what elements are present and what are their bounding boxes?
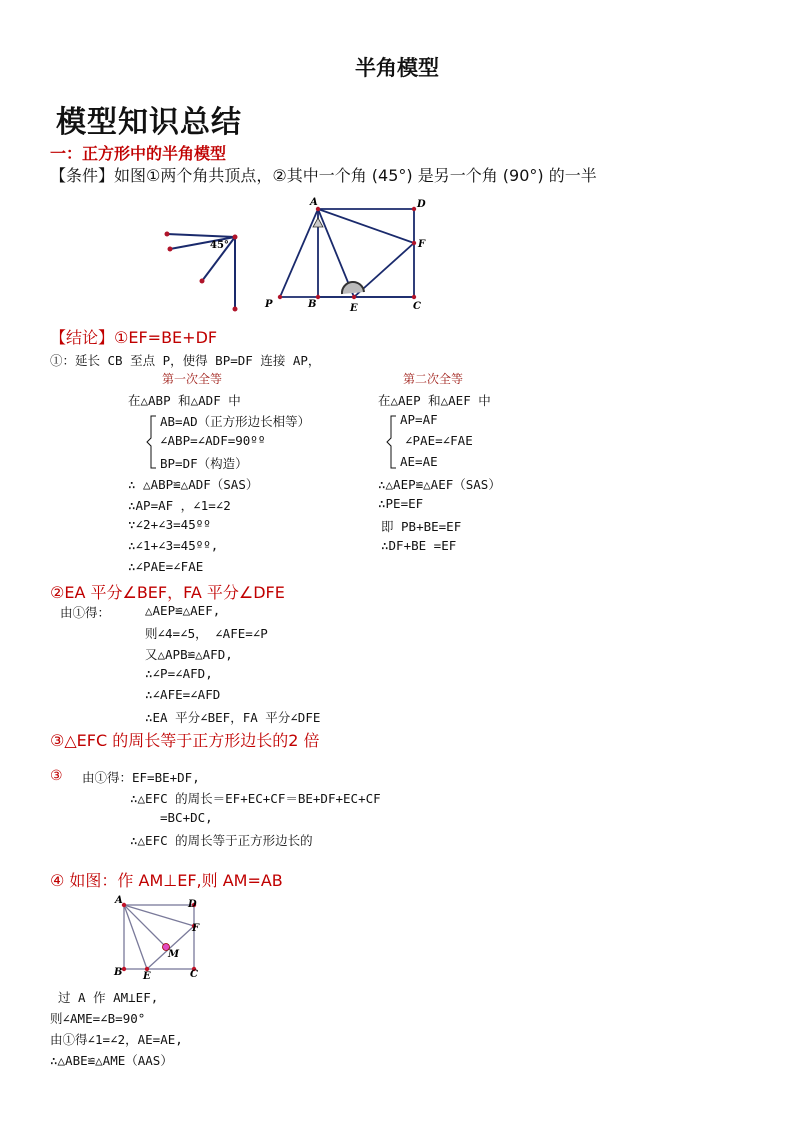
condition-prefix: 【条件】: [50, 166, 115, 185]
proof-line: =BC+DC,: [160, 810, 213, 825]
proof-line: ∴△ABE≌△AME（AAS）: [50, 1053, 173, 1068]
section-title: 一：正方形中的半角模型: [50, 144, 227, 163]
conclusion-2: ②EA 平分∠BEF，FA 平分∠DFE: [50, 583, 285, 602]
proof-line: ∴△EFC 的周长＝EF+EC+CF＝BE+DF+EC+CF: [130, 791, 381, 806]
label-F: F: [192, 923, 200, 934]
brace: [146, 414, 158, 470]
conclusion-prefix: 【结论】: [50, 328, 115, 347]
proof-line: ∴DF+BE =EF: [381, 538, 457, 553]
proof-line: ∴AP=AF ，∠1=∠2: [128, 498, 231, 513]
label-D: D: [417, 199, 426, 210]
proof-line: 过 A 作 AM⊥EF,: [58, 990, 159, 1005]
proof-line: ∴∠P=∠AFD,: [145, 666, 213, 681]
proof-line: ∴PE=EF: [378, 496, 424, 511]
conclusion-1: [50, 325, 217, 348]
page-title: 半角模型: [355, 55, 439, 80]
proof2-lead: 由①得：: [60, 605, 111, 620]
second-congruence-title: 第二次全等: [403, 372, 464, 386]
proof-line: ∵∠2+∠3=45ºº: [128, 517, 211, 532]
label-A: A: [310, 197, 318, 208]
proof-line: 则∠4=∠5， ∠AFE=∠P: [145, 626, 268, 641]
figure-angles: [150, 225, 250, 315]
label-E: E: [350, 303, 358, 314]
proof-line: ∴△EFC 的周长等于正方形边长的: [130, 833, 313, 848]
proof-line: AP=AF: [400, 412, 438, 427]
brace: [386, 414, 398, 470]
label-M: M: [168, 949, 180, 960]
proof-line: ∴∠PAE=∠FAE: [128, 559, 204, 574]
proof-line: ∴∠AFE=∠AFD: [145, 687, 221, 702]
proof-line: ∴EA 平分∠BEF，FA 平分∠DFE: [145, 710, 321, 725]
label-C: C: [190, 969, 198, 980]
figure-square-half-angle: [262, 194, 437, 316]
heading: 模型知识总结: [56, 105, 242, 140]
label-P: P: [265, 299, 273, 310]
angle-label: 45°: [210, 240, 229, 251]
conclusion-4: ④ 如图：作 AM⊥EF,则 AM=AB: [50, 871, 283, 890]
proof-line: 由①得：EF=BE+DF,: [82, 770, 200, 785]
proof-line: AB=AD（正方形边长相等）: [160, 414, 311, 429]
label-B: B: [308, 299, 317, 310]
proof-line: 在△ABP 和△ADF 中: [128, 393, 241, 408]
proof-line: 则∠AME=∠B=90°: [50, 1011, 146, 1026]
condition-line: [50, 163, 597, 186]
proof-line: 由①得∠1=∠2，AE=AE,: [50, 1032, 183, 1047]
proof1-intro: ①：延长 CB 至点 P，使得 BP=DF 连接 AP，: [50, 353, 321, 368]
condition-text: 如图①两个角共顶点，②其中一个角 (45°) 是另一个角 (90°) 的一半: [114, 166, 597, 185]
label-D: D: [188, 899, 197, 910]
proof-line: ∴ △ABP≌△ADF（SAS）: [128, 477, 259, 492]
conclusion-1-text: ①EF=BE+DF: [114, 328, 218, 347]
label-A: A: [115, 895, 123, 906]
label-C: C: [413, 301, 421, 312]
proof-line: ∴△AEP≌△AEF（SAS）: [378, 477, 501, 492]
first-congruence-title: 第一次全等: [162, 372, 223, 386]
proof-line: BP=DF（构造）: [160, 456, 248, 471]
label-E: E: [143, 971, 151, 982]
proof3-marker: ③: [50, 768, 63, 784]
proof-line: ∠PAE=∠FAE: [405, 433, 473, 448]
proof-line: △AEP≌△AEF,: [145, 603, 221, 618]
label-F: F: [418, 239, 426, 250]
proof-line: 即 PB+BE=EF: [381, 519, 462, 534]
figure-am-perpendicular: [108, 893, 208, 983]
proof-line: 又△APB≌△AFD,: [145, 647, 233, 662]
conclusion-3: ③△EFC 的周长等于正方形边长的2 倍: [50, 731, 320, 750]
proof-line: ∴∠1+∠3=45ºº,: [128, 538, 219, 553]
proof-line: ∠ABP=∠ADF=90ºº: [160, 433, 266, 448]
label-B: B: [114, 967, 123, 978]
proof-line: AE=AE: [400, 454, 438, 469]
proof-line: 在△AEP 和△AEF 中: [378, 393, 491, 408]
